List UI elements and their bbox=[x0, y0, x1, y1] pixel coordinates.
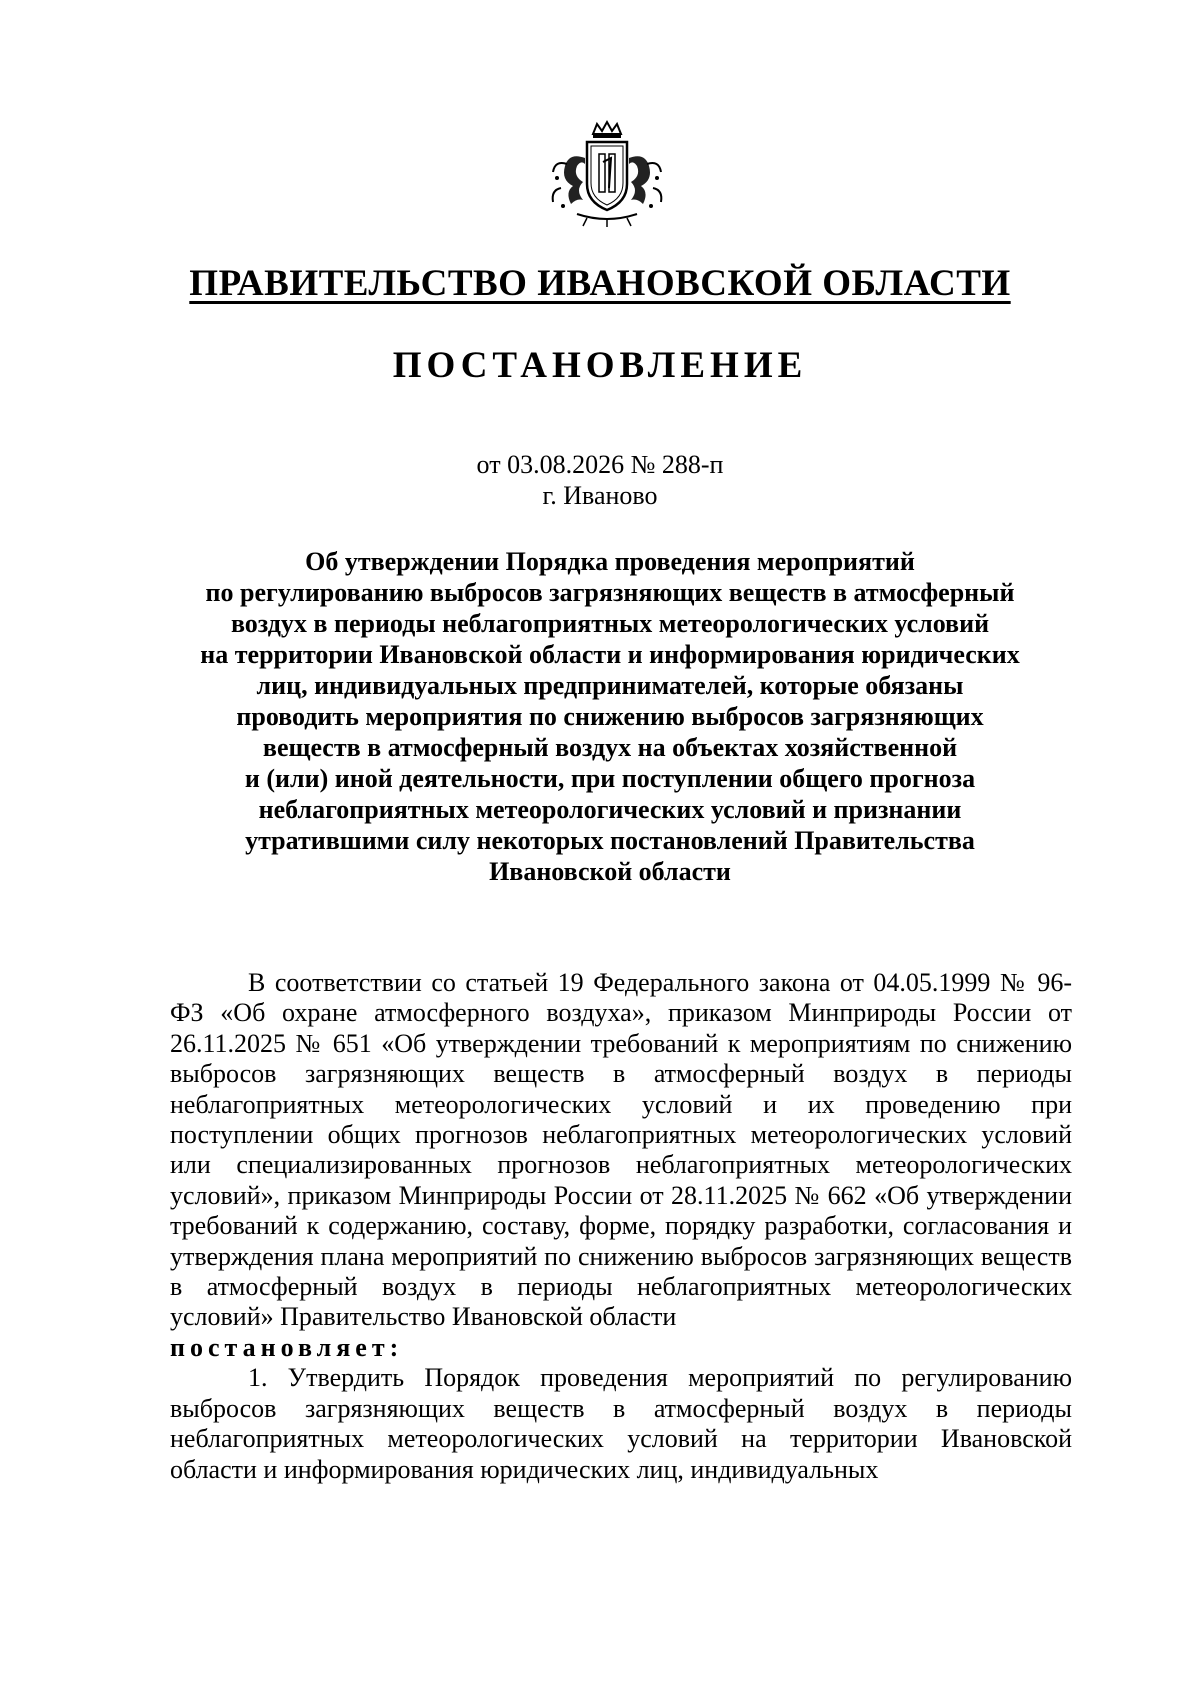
title-line: неблагоприятных метеорологических условий и признании bbox=[258, 795, 962, 824]
item-1-paragraph: 1. Утвердить Порядок проведения мероприятий по регулированию выбросов загрязняющих веществ в атмосферный воздух в периоды неблагоприятных метеорологических условий на территории Ивановской области и информирования юридических лиц, индивидуальных bbox=[170, 1363, 1072, 1484]
title-line: Ивановской области bbox=[489, 857, 731, 886]
authority-name bbox=[0, 262, 1200, 305]
title-line: по регулированию выбросов загрязняющих веществ в атмосферный bbox=[205, 578, 1015, 607]
title-line: на территории Ивановской области и информирования юридических bbox=[200, 640, 1020, 669]
document-number-block bbox=[0, 449, 1200, 511]
coat-of-arms-icon bbox=[547, 118, 667, 228]
title-line: Об утверждении Порядка проведения мероприятий bbox=[305, 547, 915, 576]
document-date-number: от 03.08.2026 № 288-п bbox=[476, 450, 724, 479]
title-line: утратившими силу некоторых постановлений Правительства bbox=[245, 826, 975, 855]
title-line: веществ в атмосферный воздух на объектах хозяйственной bbox=[262, 733, 958, 762]
document-body bbox=[170, 968, 1072, 1485]
document-type: ПОСТАНОВЛЕНИЕ bbox=[392, 345, 808, 386]
title-line: воздух в периоды неблагоприятных метеорологических условий bbox=[230, 609, 990, 638]
title-line: и (или) иной деятельности, при поступлении общего прогноза bbox=[244, 764, 976, 793]
document-city: г. Иваново bbox=[542, 481, 658, 510]
preamble-paragraph: В соответствии со статьей 19 Федерального закона от 04.05.1999 № 96-ФЗ «Об охране атмосферного воздуха», приказом Минприроды России от 26.11.2025 № 651 «Об утверждении требований к мероприятиям по снижению выбросов загрязняющих веществ в атмосферный воздух в периоды неблагоприятных метеорологических условий и их проведению при поступлении общих прогнозов неблагоприятных метеорологических условий или специализированных прогнозов неблагоприятных метеорологических условий», приказом Минприроды России от 28.11.2025 № 662 «Об утверждении требований к содержанию, составу, форме, порядку разработки, согласования и утверждения плана мероприятий по снижению выбросов загрязняющих веществ в атмосферный воздух в периоды неблагоприятных метеорологических условий» Правительство Ивановской области bbox=[170, 968, 1072, 1332]
title-line: проводить мероприятия по снижению выбросов загрязняющих bbox=[236, 702, 984, 731]
title-line: лиц, индивидуальных предпринимателей, которые обязаны bbox=[256, 671, 964, 700]
authority-name-text: ПРАВИТЕЛЬСТВО ИВАНОВСКОЙ ОБЛАСТИ bbox=[189, 263, 1011, 304]
document-title bbox=[160, 546, 1060, 887]
decree-word: постановляет: bbox=[170, 1332, 404, 1362]
